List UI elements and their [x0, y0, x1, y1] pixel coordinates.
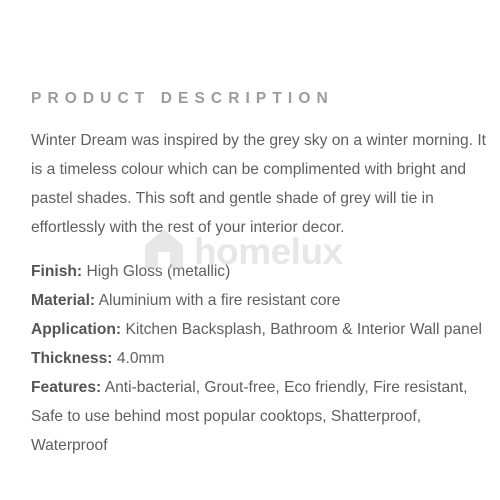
- spec-material: [31, 286, 493, 315]
- spec-value: Anti-bacterial, Grout-free, Eco friendly, Fire resistant, Safe to use behind most popular cooktops, Shatterproof, Waterproof: [31, 379, 468, 454]
- product-specs-list: [31, 257, 493, 460]
- spec-value: High Gloss (metallic): [86, 263, 231, 280]
- spec-features: [31, 373, 493, 460]
- spec-label: Application:: [31, 321, 122, 338]
- product-description-text: Winter Dream was inspired by the grey sky on a winter morning. It is a timeless colour which can be complimented with bright and pastel shades. This soft and gentle shade of grey will tie in effortlessly with the rest of your interior decor.: [31, 132, 486, 236]
- spec-label: Finish:: [31, 263, 83, 280]
- spec-thickness: [31, 344, 493, 373]
- spec-value: Kitchen Backsplash, Bathroom & Interior Wall panel: [125, 321, 482, 338]
- spec-value: Aluminium with a fire resistant core: [98, 292, 341, 309]
- section-heading: PRODUCT DESCRIPTION: [31, 90, 334, 107]
- spec-application: [31, 315, 493, 344]
- spec-label: Material:: [31, 292, 96, 309]
- spec-label: Features:: [31, 379, 102, 396]
- spec-finish: [31, 257, 493, 286]
- spec-label: Thickness:: [31, 350, 113, 367]
- watermark-text: homelux: [194, 230, 343, 272]
- spec-value: 4.0mm: [116, 350, 165, 367]
